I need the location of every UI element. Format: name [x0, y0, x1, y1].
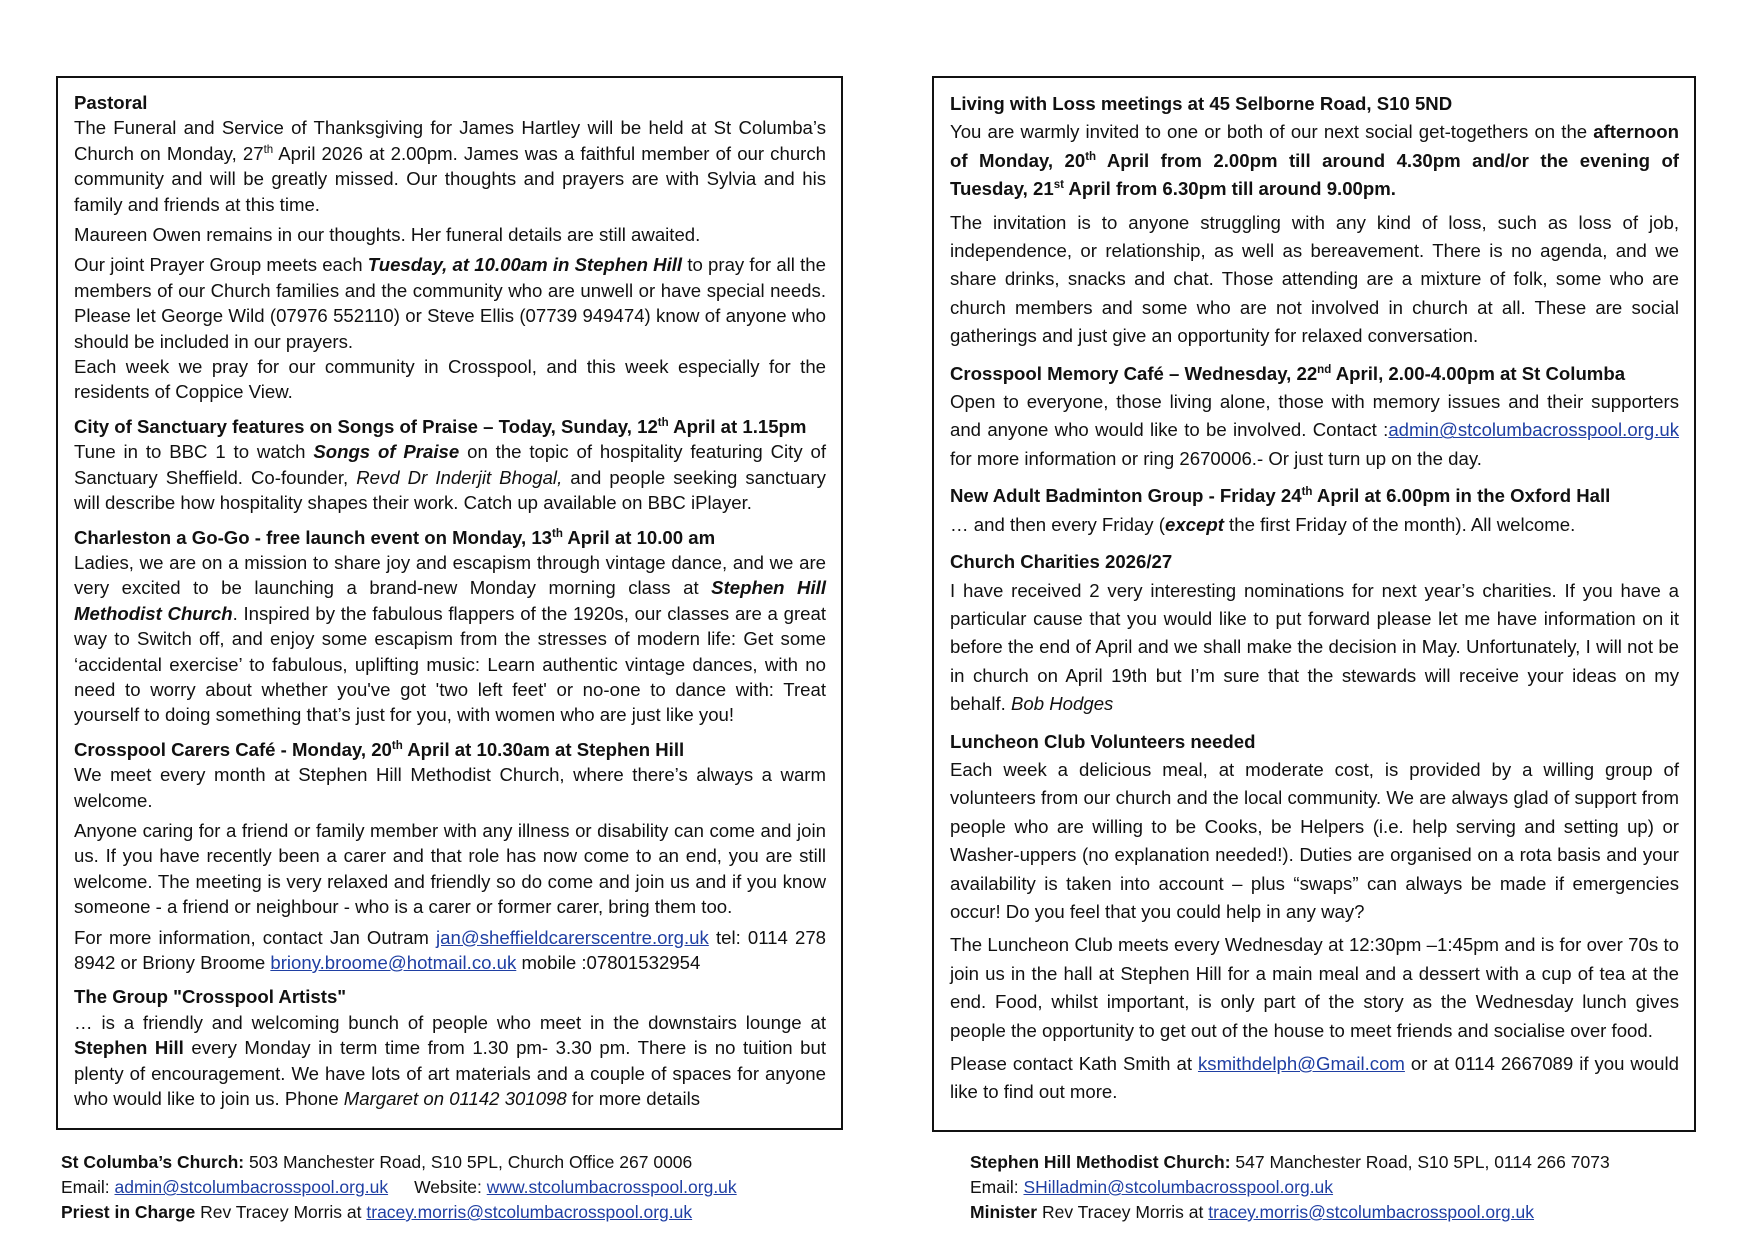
pastoral-section [74, 90, 826, 405]
carers-heading: Crosspool Carers Café - Monday, 20th April at 10.30am at Stephen Hill [74, 738, 685, 760]
memory-paragraph: Open to everyone, those living alone, those with memory issues and their supporters and anyone who would like to be involved. Contact :admin@stcolumbacrosspool.org.uk for more information or ring 2670006.- Or just turn up on the day. [950, 391, 1679, 469]
memory-section [950, 360, 1679, 474]
stephen-hill-minister-line: Minister Rev Tracey Morris at tracey.morris@stcolumbacrosspool.org.uk [970, 1202, 1535, 1222]
st-columba-email-line: Email: admin@stcolumbacrosspool.org.uk Website: www.stcolumbacrosspool.org.uk [61, 1177, 737, 1197]
luncheon-email-link[interactable]: ksmithdelph@Gmail.com [1197, 1053, 1405, 1074]
luncheon-contact-paragraph: Please contact Kath Smith at ksmithdelph@Gmail.com or at 0114 2667089 if you would like to find out more. [950, 1053, 1679, 1103]
charleston-heading: Charleston a Go-Go - free launch event on Monday, 13th April at 10.00 am [74, 526, 716, 548]
sanctuary-section [74, 414, 826, 516]
st-columba-priest-line: Priest in Charge Rev Tracey Morris at tracey.morris@stcolumbacrosspool.org.uk [61, 1202, 693, 1222]
pastoral-funeral-paragraph: The Funeral and Service of Thanksgiving for James Hartley will be held at St Columba’s Church on Monday, 27th April 2026 at 2.00pm. James was a faithful member of our church community and will be greatly missed. Our thoughts and prayers are with Sylvia and his family and friends at this time. [74, 117, 826, 215]
carers-email-link-briony[interactable]: briony.broome@hotmail.co.uk [270, 952, 517, 973]
sanctuary-paragraph: Tune in to BBC 1 to watch Songs of Praise on the topic of hospitality featuring City of Sanctuary Sheffield. Co-founder, Revd Dr Inderjit Bhogal, and people seeking sanctuary will describe how hospitality shapes their work. Catch up available on BBC iPlayer. [74, 441, 826, 514]
artists-paragraph: … is a friendly and welcoming bunch of people who meet in the downstairs lounge at Stephen Hill every Monday in term time from 1.30 pm- 3.30 pm. There is no tuition but plenty of encouragement. We have lots of art materials and a couple of spaces for anyone who would like to join us. Phone Margaret on 01142 301098 for more details [74, 1011, 826, 1110]
luncheon-meeting-paragraph: The Luncheon Club meets every Wednesday at 12:30pm –1:45pm and is for over 70s to join us in the hall at Stephen Hill for a main meal and a dessert with a cup of tea at the end. Food, whilst important, is only part of the story as the Wednesday lunch gives people the opportunity to get out of the house to meet friends and socialise over food. [950, 934, 1679, 1041]
luncheon-heading: Luncheon Club Volunteers needed [950, 730, 1256, 752]
pastoral-prayer-group-paragraph: Our joint Prayer Group meets each Tuesday, at 10.00am in Stephen Hill to pray for all the members of our Church families and the community who are unwell or have special needs. Please let George Wild (07976 552110) or Steve Ellis (07739 949474) know of anyone who should be included in our prayers. [74, 254, 826, 352]
charleston-paragraph: Ladies, we are on a mission to share joy and escapism through vintage dance, and we are very excited to be launching a brand-new Monday morning class at Stephen Hill Methodist Church. Inspired by the fabulous flappers of the 1920s, our classes are a great way to Switch off, and enjoy some escapism from the stresses of modern life: Get some ‘accidental exercise’ to fabulous, uplifting music: Learn authentic vintage dances, with no need to worry about whether you've got 'two left feet' or no-one to dance with: Treat yourself to doing something that’s just for you, with women who are just like you! [74, 551, 826, 726]
loss-invitation-paragraph: You are warmly invited to one or both of our next social get-togethers on the afternoon of Monday, 20th April from 2.00pm till around 4.30pm and/or the evening of Tuesday, 21st April from 6.30pm till around 9.00pm. [950, 121, 1679, 200]
carers-info-paragraph: Anyone caring for a friend or family member with any illness or disability can come and join us. If you have recently been a carer and that role has now come to an end, you are still welcome. The meeting is very relaxed and friendly so do come and join us and if you know someone - a friend or neighbour - who is a carer or former carer, bring them too. [74, 819, 826, 918]
badminton-paragraph: … and then every Friday (except the first Friday of the month). All welcome. [950, 513, 1576, 535]
pastoral-maureen-paragraph: Maureen Owen remains in our thoughts. Her funeral details are still awaited. [74, 224, 701, 246]
st-columba-website-link[interactable]: www.stcolumbacrosspool.org.uk [486, 1177, 737, 1197]
badminton-heading: New Adult Badminton Group - Friday 24th April at 6.00pm in the Oxford Hall [950, 485, 1611, 507]
charities-paragraph: I have received 2 very interesting nominations for next year’s charities. If you have a particular cause that you would like to put forward please let me have information on it before the end of April and we shall make the decision in May. Unfortunately, I will not be in church on April 19th but I’m sure that the stewards will receive your ideas on my behalf. Bob Hodges [950, 579, 1679, 715]
pastoral-community-paragraph: Each week we pray for our community in Crosspool, and this week especially for the residents of Coppice View. [74, 356, 826, 403]
stephen-hill-address-line: Stephen Hill Methodist Church: 547 Manchester Road, S10 5PL, 0114 266 7073 [970, 1152, 1610, 1172]
stephen-hill-email-line: Email: SHilladmin@stcolumbacrosspool.org.uk [970, 1177, 1334, 1197]
stephen-hill-email-link[interactable]: SHilladmin@stcolumbacrosspool.org.uk [1023, 1177, 1334, 1197]
carers-welcome-paragraph: We meet every month at Stephen Hill Methodist Church, where there’s always a warm welcome. [74, 764, 826, 811]
charleston-section [74, 525, 826, 728]
luncheon-section [950, 728, 1679, 1107]
carers-contact-paragraph: For more information, contact Jan Outram jan@sheffieldcarerscentre.org.uk tel: 0114 278 8942 or Briony Broome briony.broome@hotmail.co.uk mobile :07801532954 [74, 926, 826, 973]
charities-heading: Church Charities 2026/27 [950, 551, 1173, 573]
minister-email-link[interactable]: tracey.morris@stcolumbacrosspool.org.uk [1208, 1202, 1535, 1222]
charities-section [950, 548, 1679, 718]
right-notices-box [932, 76, 1696, 1132]
artists-section [74, 984, 826, 1111]
st-columba-address-line: St Columba’s Church: 503 Manchester Road, S10 5PL, Church Office 267 0006 [61, 1152, 693, 1172]
badminton-section [950, 482, 1679, 539]
st-columba-contact-footer [61, 1150, 841, 1225]
artists-heading: The Group "Crosspool Artists" [74, 986, 347, 1008]
loss-details-paragraph: The invitation is to anyone struggling with any kind of loss, such as loss of job, independence, or relationship, as well as bereavement. There is no agenda, and we share drinks, snacks and chat. Those attending are a mixture of folk, some who are church members and some who are not involved in church at all. These are social gatherings and just give an opportunity for relaxed conversation. [950, 211, 1679, 347]
carers-email-link-jan[interactable]: jan@sheffieldcarerscentre.org.uk [436, 926, 709, 948]
priest-email-link[interactable]: tracey.morris@stcolumbacrosspool.org.uk [366, 1202, 693, 1222]
stephen-hill-contact-footer [970, 1150, 1690, 1225]
left-notices-box [56, 76, 843, 1130]
memory-email-link[interactable]: admin@stcolumbacrosspool.org.uk [1388, 419, 1679, 441]
sanctuary-heading: City of Sanctuary features on Songs of Praise – Today, Sunday, 12th April at 1.15pm [74, 415, 807, 437]
pastoral-heading: Pastoral [74, 92, 148, 113]
memory-heading: Crosspool Memory Café – Wednesday, 22nd April, 2.00-4.00pm at St Columba [950, 362, 1626, 384]
loss-section [950, 90, 1679, 351]
loss-heading: Living with Loss meetings at 45 Selborne Road, S10 5ND [950, 93, 1453, 114]
st-columba-email-link[interactable]: admin@stcolumbacrosspool.org.uk [114, 1177, 389, 1197]
luncheon-volunteers-paragraph: Each week a delicious meal, at moderate cost, is provided by a willing group of volunteers from our church and the local community. We are always glad of support from people who are willing to be Cooks, be Helpers (i.e. help serving and setting up) or Washer-uppers (no explanation needed!). Duties are organised on a rota basis and your availability is taken into account – plus “swaps” can always be made if emergencies occur! Do you feel that you could help in any way? [950, 758, 1679, 922]
carers-section [74, 737, 826, 976]
